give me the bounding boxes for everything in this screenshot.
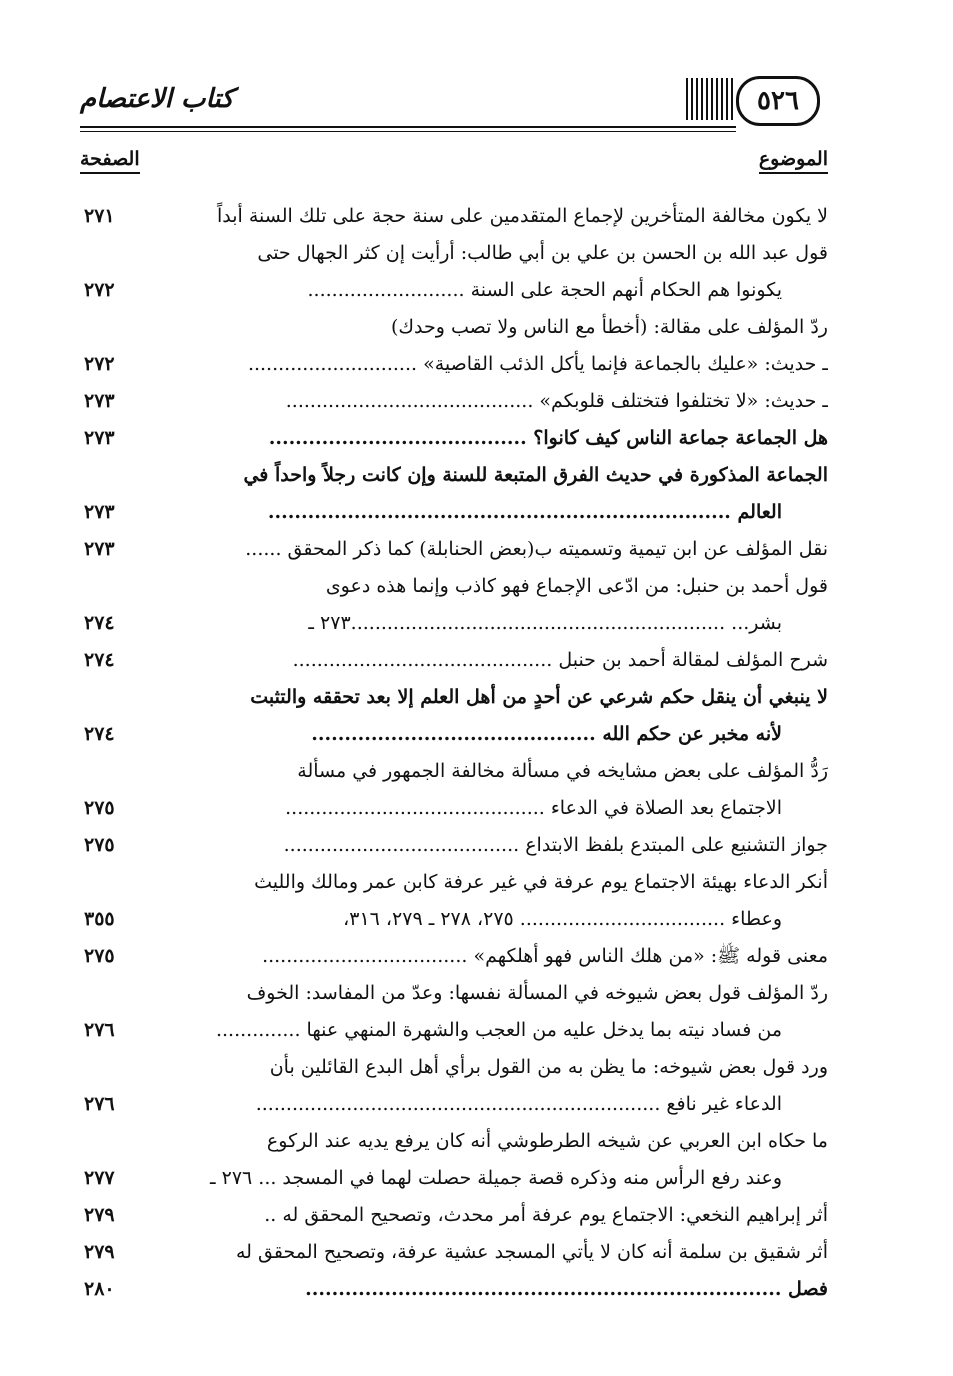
index-line	[80, 420, 828, 457]
entry-page-number: ٢٧٦	[84, 1093, 115, 1115]
entry-page-number: ٣٥٥	[84, 908, 115, 930]
entry-text: ـ حديث: «عليك بالجماعة فإنما يأكل الذئب القاصية» ............................	[247, 353, 828, 375]
entry-text: أثر شقيق بن سلمة أنه كان لا يأتي المسجد عشية عرفة، وتصحيح المحقق له	[235, 1241, 828, 1263]
index-line	[80, 679, 828, 716]
entry-text: وعند رفع الرأس منه وذكره قصة جميلة حصلت لهما في المسجد ... ٢٧٦ ـ	[210, 1167, 782, 1189]
index-line	[80, 1086, 828, 1123]
index-line	[80, 457, 828, 494]
index-line	[80, 235, 828, 272]
entry-page-number: ٢٧٥	[84, 834, 115, 856]
entry-text: فصل ........................................................................	[305, 1278, 828, 1300]
entry-text: معنى قوله ﷺ: «من هلك الناس فهو أهلكهم» ..................................	[262, 945, 828, 967]
index-line	[80, 383, 828, 420]
entry-text: ردّ المؤلف قول بعض شيوخه في المسألة نفسها: وعدّ من المفاسد: الخوف	[246, 982, 828, 1004]
entry-text: ـ حديث: «لا تختلفوا فتختلف قلوبكم» .........................................	[285, 390, 828, 412]
column-headers	[80, 148, 828, 180]
index-line	[80, 642, 828, 679]
entry-text: جواز التشنيع على المبتدع بلفظ الابتداع .......................................	[283, 834, 828, 856]
index-line	[80, 1234, 828, 1271]
index-line	[80, 494, 828, 531]
entry-page-number: ٢٧٤	[84, 649, 115, 671]
entry-text: الدعاء غير نافع ...................................................................	[255, 1093, 782, 1115]
index-line	[80, 1197, 828, 1234]
index-line	[80, 1049, 828, 1086]
entry-text: الجماعة المذكورة في حديث الفرق المتبعة للسنة وإن كانت رجلاً واحداً في	[243, 464, 828, 486]
page-column-heading: الصفحة	[80, 148, 140, 174]
entry-page-number: ٢٧٣	[84, 538, 115, 560]
entry-text: لا ينبغي أن ينقل حكم شرعي عن أحدٍ من أهل العلم إلا بعد تحققه والتثبت	[250, 686, 828, 708]
header-rule-thin	[80, 131, 736, 132]
entry-page-number: ٢٧٧	[84, 1167, 115, 1189]
entry-page-number: ٢٧٣	[84, 427, 115, 449]
entry-text: قول أحمد بن حنبل: من ادّعى الإجماع فهو كاذب وإنما هذه دعوى	[325, 575, 828, 597]
entry-page-number: ٢٧٣	[84, 390, 115, 412]
entry-text: الاجتماع بعد الصلاة في الدعاء ...........................................	[285, 797, 782, 819]
index-line	[80, 1271, 828, 1308]
index-line	[80, 827, 828, 864]
entry-text: قول عبد الله بن الحسن بن علي بن أبي طالب: أرأيت إن كثر الجهال حتى	[257, 242, 828, 264]
entry-page-number: ٢٧٢	[84, 279, 115, 301]
index-line	[80, 198, 828, 235]
index-line	[80, 346, 828, 383]
index-line	[80, 864, 828, 901]
entry-page-number: ٢٧٩	[84, 1241, 115, 1263]
entry-text: يكونوا هم الحكام أنهم الحجة على السنة ..........................	[307, 279, 782, 301]
entry-page-number: ٢٧٤	[84, 723, 115, 745]
index-line	[80, 605, 828, 642]
entry-page-number: ٢٧٤	[84, 612, 115, 634]
entry-page-number: ٢٧١	[84, 205, 115, 227]
index-line	[80, 568, 828, 605]
entry-text: من فساد نيته بما يدخل عليه من العجب والشهرة المنهي عنها ..............	[215, 1019, 782, 1041]
topic-column-heading: الموضوع	[759, 148, 828, 174]
entry-text: نقل المؤلف عن ابن تيمية وتسميته ب(بعض الحنابلة) كما ذكر المحقق ......	[245, 538, 828, 560]
index-line	[80, 975, 828, 1012]
index-line	[80, 531, 828, 568]
index-line	[80, 1123, 828, 1160]
header-rule	[80, 126, 736, 128]
entry-text: بشر... ..............................................................٢٧٣ ـ	[308, 612, 782, 634]
index-line	[80, 272, 828, 309]
entry-text: أنكر الدعاء بهيئة الاجتماع يوم عرفة في غير عرفة كابن عمر ومالك والليث	[254, 871, 828, 893]
page-number: ٥٢٦	[736, 76, 820, 126]
entry-text: وعطاء .................................. ٢٧٥، ٢٧٨ ـ ٢٧٩، ٣١٦،	[343, 908, 782, 930]
index-line	[80, 309, 828, 346]
book-title: كتاب الاعتصام	[80, 84, 234, 114]
index-line	[80, 790, 828, 827]
entry-page-number: ٢٨٠	[84, 1278, 115, 1300]
entry-page-number: ٢٧٣	[84, 501, 115, 523]
entry-text: شرح المؤلف لمقالة أحمد بن حنبل ...........................................	[292, 649, 828, 671]
entry-text: لأنه مخبر عن حكم الله ...........................................	[311, 723, 782, 745]
entry-text: ورد قول بعض شيوخه: ما يظن به من القول برأي أهل البدع القائلين بأن	[269, 1056, 828, 1078]
index-line	[80, 716, 828, 753]
entry-page-number: ٢٧٥	[84, 945, 115, 967]
decorative-bars	[686, 78, 734, 120]
index-line	[80, 753, 828, 790]
entry-page-number: ٢٧٩	[84, 1204, 115, 1226]
index-line	[80, 901, 828, 938]
index-line	[80, 1012, 828, 1049]
entry-text: لا يكون مخالفة المتأخرين لإجماع المتقدمين على سنة حجة على تلك السنة أبداً	[217, 205, 828, 227]
entry-page-number: ٢٧٦	[84, 1019, 115, 1041]
entry-text: العالم ......................................................................	[267, 501, 782, 523]
running-header	[80, 70, 840, 130]
index-line	[80, 1160, 828, 1197]
entry-page-number: ٢٧٢	[84, 353, 115, 375]
index-entries	[80, 198, 828, 1308]
entry-text: هل الجماعة جماعة الناس كيف كانوا؟ .......................................	[268, 427, 828, 449]
entry-text: رَدُّ المؤلف على بعض مشايخه في مسألة مخالفة الجمهور في مسألة	[297, 760, 828, 782]
entry-text: أثر إبراهيم النخعي: الاجتماع يوم عرفة أمر محدث، وتصحيح المحقق له ..	[264, 1204, 828, 1226]
entry-page-number: ٢٧٥	[84, 797, 115, 819]
index-line	[80, 938, 828, 975]
entry-text: ما حكاه ابن العربي عن شيخه الطرطوشي أنه كان يرفع يديه عند الركوع	[266, 1130, 828, 1152]
entry-text: ردّ المؤلف على مقالة: (أخطأ مع الناس ولا تصب وحدك)	[390, 316, 828, 338]
